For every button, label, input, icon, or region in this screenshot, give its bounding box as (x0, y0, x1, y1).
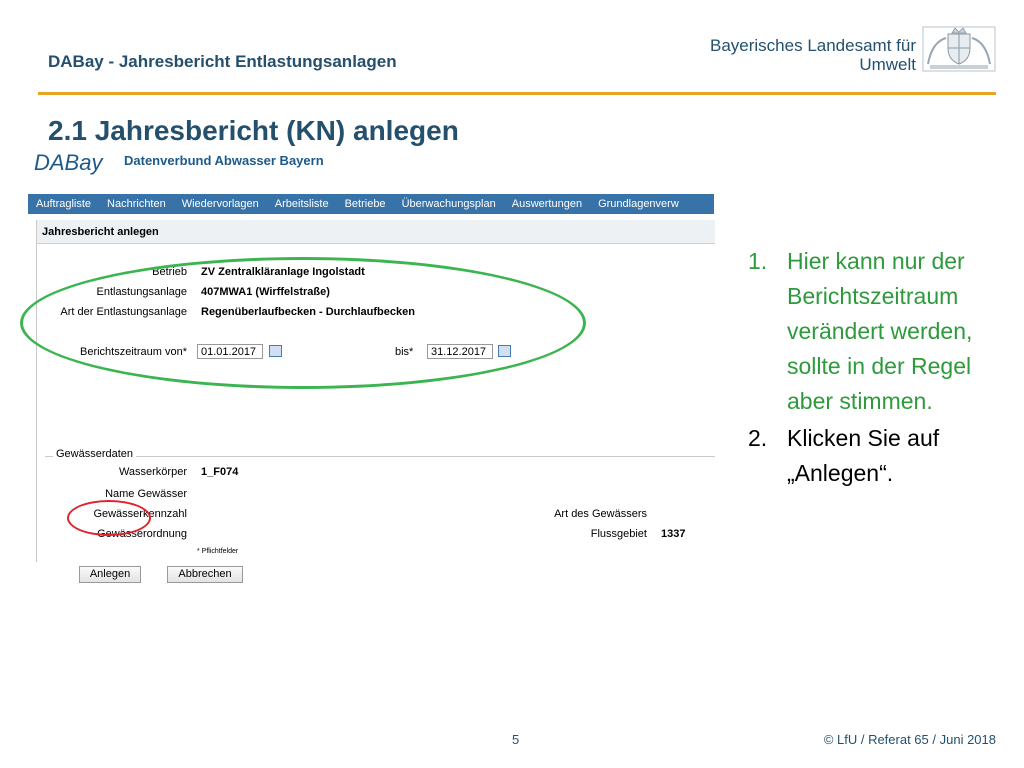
berichtszeitraum-von-input[interactable]: 01.01.2017 (197, 344, 263, 359)
menu-item-nachrichten[interactable]: Nachrichten (107, 198, 166, 210)
section-divider (45, 456, 715, 457)
entlastungsanlage-value: 407MWA1 (Wirffelstraße) (201, 286, 330, 298)
organization-line-2: Umwelt (859, 55, 916, 74)
flussgebiet-label: Flussgebiet (590, 528, 647, 540)
abbrechen-button[interactable]: Abbrechen (167, 566, 243, 583)
entlastungsanlage-label: Entlastungsanlage (96, 286, 187, 298)
instruction-list (748, 244, 1018, 491)
step-text: Hier kann nur der Berichtszeitraum verändert werden, sollte in der Regel aber stimmen. (787, 248, 973, 414)
menu-item-auftragliste[interactable]: Auftragliste (36, 198, 92, 210)
berichtszeitraum-bis-input[interactable]: 31.12.2017 (427, 344, 493, 359)
step-number: 2. (748, 425, 768, 451)
bis-label: bis* (395, 346, 414, 358)
highlight-ellipse-green (20, 257, 586, 389)
betrieb-label: Betrieb (152, 266, 187, 278)
art-entlastungsanlage-label: Art der Entlastungsanlage (60, 306, 187, 318)
highlight-ellipse-red (67, 500, 151, 536)
coat-of-arms-icon (922, 26, 996, 72)
header-divider (38, 92, 996, 95)
gewaesserdaten-label: Gewässerdaten (53, 448, 136, 460)
gewaesserordnung-label: Gewässerordnung (97, 528, 187, 540)
anlegen-button[interactable]: Anlegen (79, 566, 141, 583)
copyright-footer: © LfU / Referat 65 / Juni 2018 (823, 732, 996, 747)
page-number: 5 (512, 732, 520, 747)
art-entlastungsanlage-value: Regenüberlaufbecken - Durchlaufbecken (201, 306, 415, 318)
betrieb-value: ZV Zentralkläranlage Ingolstadt (201, 266, 365, 278)
flussgebiet-value: 1337 (661, 528, 686, 540)
name-gewaesser-label: Name Gewässer (105, 488, 187, 500)
berichtszeitraum-label: Berichtszeitraum von* (80, 346, 187, 358)
step-number: 1. (748, 248, 768, 274)
menu-item-grundlagenverwaltung[interactable]: Grundlagenverw (598, 198, 679, 210)
app-logo: DABay (34, 150, 103, 175)
main-menu-bar (28, 194, 714, 214)
step-text: Klicken Sie auf „Anlegen“. (787, 425, 940, 486)
header-title: DABay - Jahresbericht Entlastungsanlagen (48, 52, 397, 71)
slide-title: 2.1 Jahresbericht (KN) anlegen (48, 115, 459, 146)
menu-item-ueberwachungsplan[interactable]: Überwachungsplan (401, 198, 496, 210)
organization-name (710, 36, 916, 74)
menu-item-auswertungen[interactable]: Auswertungen (511, 198, 583, 210)
pflichtfelder-hint: * Pflichtfelder (197, 548, 239, 555)
form-heading: Jahresbericht anlegen (37, 220, 715, 244)
menu-item-arbeitsliste[interactable]: Arbeitsliste (274, 198, 329, 210)
app-logo-subtitle: Datenverbund Abwasser Bayern (124, 153, 324, 168)
organization-line-1: Bayerisches Landesamt für (710, 36, 916, 55)
instruction-step-2 (748, 421, 1018, 491)
menu-item-betriebe[interactable]: Betriebe (344, 198, 386, 210)
gewaesserkennzahl-label: Gewässerkennzahl (93, 508, 187, 520)
art-gewaesser-label: Art des Gewässers (554, 508, 647, 520)
wasserkoerper-value: 1_F074 (201, 466, 239, 478)
menu-item-wiedervorlagen[interactable]: Wiedervorlagen (181, 198, 259, 210)
instruction-step-1 (748, 244, 1018, 419)
wasserkoerper-label: Wasserkörper (118, 466, 187, 478)
